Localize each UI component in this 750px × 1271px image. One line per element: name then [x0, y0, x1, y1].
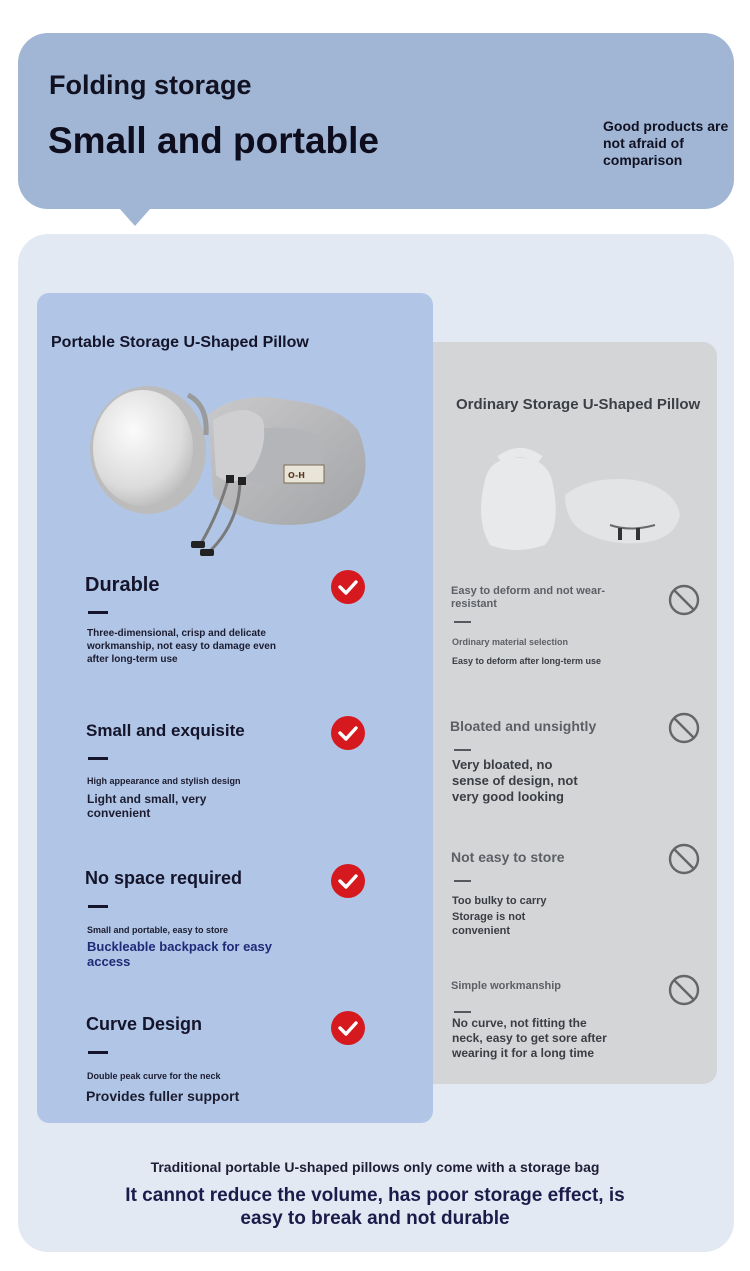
- ordinary-store-text-1: Too bulky to carry: [452, 895, 547, 907]
- header-headline: Small and portable: [48, 120, 380, 161]
- feature-space-text-2: Buckleable backpack for easy access: [87, 939, 272, 969]
- feature-durable-title: Durable: [85, 574, 160, 596]
- header-tagline: Good products are not afraid of comparison: [603, 118, 729, 168]
- feature-space-text-1: Small and portable, easy to store: [87, 925, 229, 935]
- prohibited-icon: [668, 712, 700, 744]
- feature-durable-divider: [88, 611, 108, 614]
- portable-pillow-image: [88, 375, 378, 560]
- prohibited-icon: [668, 843, 700, 875]
- feature-space-title: No space required: [85, 868, 243, 888]
- feature-exquisite-title: Small and exquisite: [86, 721, 245, 740]
- feature-curve-divider: [88, 1051, 108, 1054]
- feature-curve-text-1: Double peak curve for the neck: [87, 1071, 221, 1081]
- feature-curve-title: Curve Design: [86, 1014, 203, 1034]
- footer-statement-text: It cannot reduce the volume, has poor storage effect, is easy to break and not durable: [125, 1185, 625, 1229]
- feature-exquisite-divider: [88, 757, 108, 760]
- check-circle-icon: [331, 1011, 365, 1045]
- portable-pillow-title: Portable Storage U-Shaped Pillow: [51, 334, 309, 351]
- feature-curve-text-2: Provides fuller support: [86, 1088, 240, 1104]
- ordinary-store-divider: [454, 880, 471, 882]
- ordinary-deform-text-1: Ordinary material selection: [452, 637, 569, 647]
- ordinary-bloated-title: Bloated and unsightly: [450, 718, 597, 734]
- ordinary-deform-text-2: Easy to deform after long-term use: [452, 656, 602, 666]
- ordinary-deform-title: Easy to deform and not wear-resistant: [451, 585, 606, 610]
- check-circle-icon: [331, 716, 365, 750]
- footer-note: Traditional portable U-shaped pillows only come with a storage bag: [150, 1159, 600, 1175]
- ordinary-workmanship-title: Simple workmanship: [451, 980, 562, 992]
- ordinary-workmanship-divider: [454, 1011, 471, 1013]
- ordinary-store-title: Not easy to store: [451, 849, 565, 865]
- ordinary-store-text-2: Storage is not convenient: [452, 911, 526, 937]
- feature-space-divider: [88, 905, 108, 908]
- check-circle-icon: [331, 570, 365, 604]
- prohibited-icon: [668, 584, 700, 616]
- banner-pointer: [112, 200, 158, 226]
- ordinary-deform-divider: [454, 621, 471, 623]
- feature-durable-text: Three-dimensional, crisp and delicate workmanship, not easy to damage even after long-term use: [87, 628, 276, 665]
- ordinary-pillow-title: Ordinary Storage U-Shaped Pillow: [456, 396, 701, 413]
- header-kicker: Folding storage: [49, 70, 252, 100]
- feature-exquisite-text-2: Light and small, very convenient: [87, 792, 207, 820]
- prohibited-icon: [668, 974, 700, 1006]
- ordinary-pillow-image: [470, 440, 690, 560]
- feature-exquisite-text-1: High appearance and stylish design: [87, 776, 241, 786]
- ordinary-bloated-divider: [454, 749, 471, 751]
- footer-statement: [0, 1184, 750, 1230]
- pillow-label-text: O-H: [288, 471, 305, 480]
- ordinary-workmanship-text: No curve, not fitting the neck, easy to get sore after wearing it for a long time: [452, 1016, 607, 1060]
- ordinary-bloated-text: Very bloated, no sense of design, not very good looking: [452, 757, 578, 804]
- check-circle-icon: [331, 864, 365, 898]
